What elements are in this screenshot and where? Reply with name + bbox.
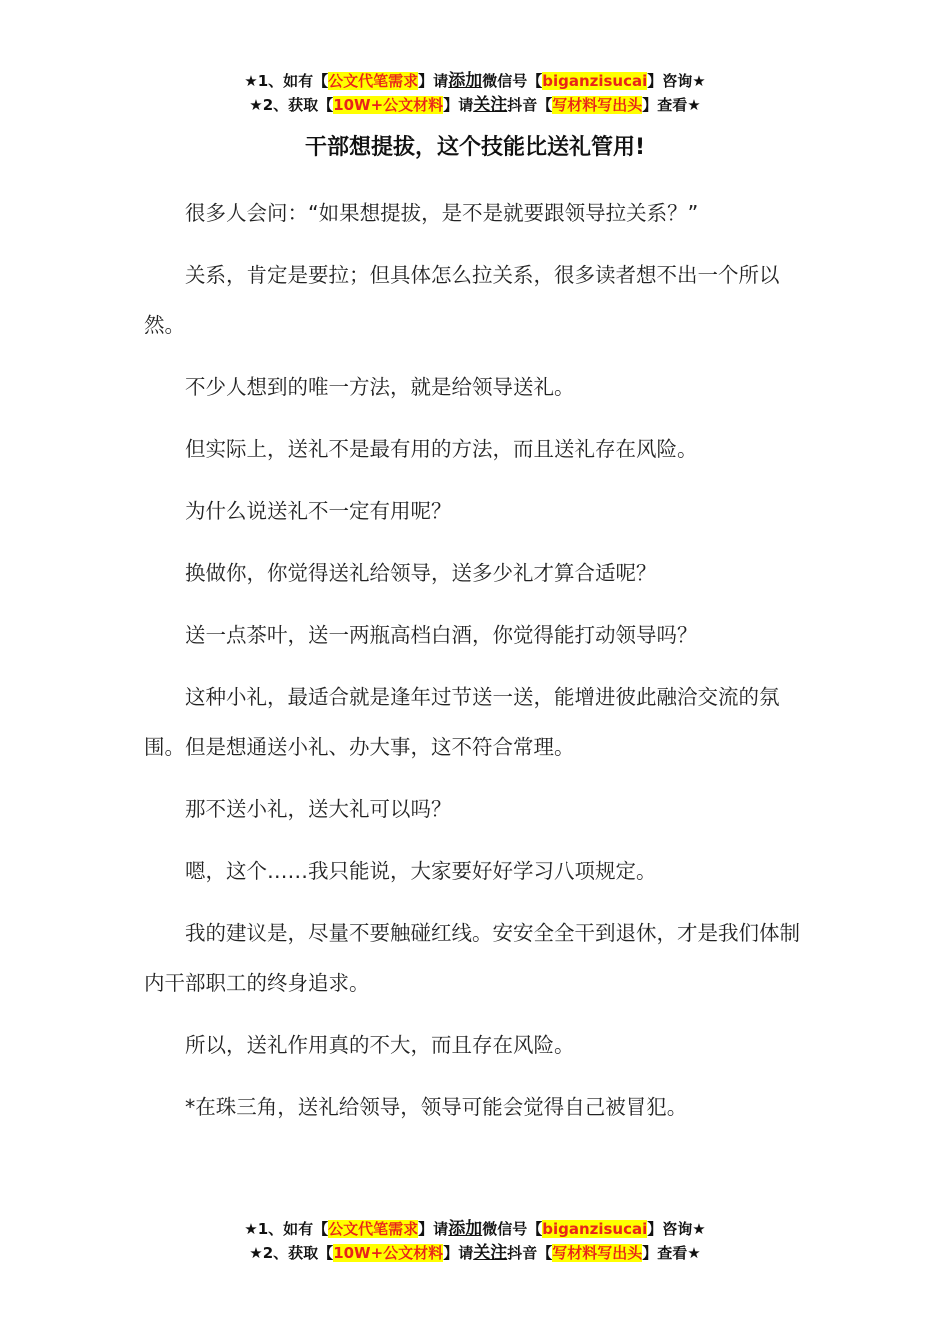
promo-text: 】请 [443,1244,474,1262]
promo-line-2 [0,93,950,117]
promo-douyin-account: 写材料写出头 [552,96,643,114]
paragraph: 这种小礼，最适合就是逢年过节送一送，能增进彼此融洽交流的氛围。但是想通送小礼、办大事，这不符合常理。 [144,685,780,759]
article-title: 干部想提拔，这个技能比送礼管用! [304,135,646,160]
promo-line-2 [0,1241,950,1265]
paragraph: 但实际上，送礼不是最有用的方法，而且送礼存在风险。 [185,437,698,461]
promo-text: ★2、获取【 [249,1244,334,1262]
promo-text: 】咨询★ [647,72,706,90]
paragraph: 那不送小礼，送大礼可以吗？ [185,797,452,821]
paragraph: 我的建议是，尽量不要触碰红线。安安全全干到退休，才是我们体制内干部职工的终身追求。 [144,921,800,995]
promo-emphasis-add: 添加 [448,1219,483,1239]
promo-line-1 [0,69,950,93]
promo-text: ★1、如有【 [244,1220,329,1238]
promo-text: 】请 [443,96,474,114]
paragraph: 很多人会问：“如果想提拔，是不是就要跟领导拉关系？” [185,201,699,225]
header-promo-banner [0,69,950,117]
promo-text: 】咨询★ [647,1220,706,1238]
promo-wechat-id: biganzisucai [542,72,648,90]
paragraph: *在珠三角，送礼给领导，领导可能会觉得自己被冒犯。 [185,1095,688,1119]
promo-highlight-materials: 10W+公文材料 [333,1244,444,1262]
paragraph: 关系，肯定是要拉；但具体怎么拉关系，很多读者想不出一个所以然。 [144,263,780,337]
promo-highlight-materials: 10W+公文材料 [333,96,444,114]
promo-text: 】查看★ [642,1244,701,1262]
promo-text: ★2、获取【 [249,96,334,114]
promo-emphasis-follow: 关注 [473,95,508,115]
paragraph: 嗯，这个……我只能说，大家要好好学习八项规定。 [185,859,657,883]
promo-emphasis-follow: 关注 [473,1243,508,1263]
promo-text: 微信号【 [482,72,543,90]
promo-line-1 [0,1217,950,1241]
promo-highlight-service: 公文代笔需求 [328,1220,419,1238]
promo-text: ★1、如有【 [244,72,329,90]
paragraph: 所以，送礼作用真的不大，而且存在风险。 [185,1033,575,1057]
promo-text: 】请 [418,1220,449,1238]
paragraph: 送一点茶叶，送一两瓶高档白酒，你觉得能打动领导吗？ [185,623,698,647]
promo-highlight-service: 公文代笔需求 [328,72,419,90]
paragraph: 不少人想到的唯一方法，就是给领导送礼。 [185,375,575,399]
promo-emphasis-add: 添加 [448,71,483,91]
paragraph: 换做你，你觉得送礼给领导，送多少礼才算合适呢？ [185,561,657,585]
promo-text: 抖音【 [507,96,553,114]
promo-text: 抖音【 [507,1244,553,1262]
promo-text: 】请 [418,72,449,90]
promo-text: 微信号【 [482,1220,543,1238]
promo-douyin-account: 写材料写出头 [552,1244,643,1262]
promo-wechat-id: biganzisucai [542,1220,648,1238]
article-body [144,188,814,1144]
footer-promo-banner [0,1217,950,1265]
promo-text: 】查看★ [642,96,701,114]
paragraph: 为什么说送礼不一定有用呢？ [185,499,452,523]
